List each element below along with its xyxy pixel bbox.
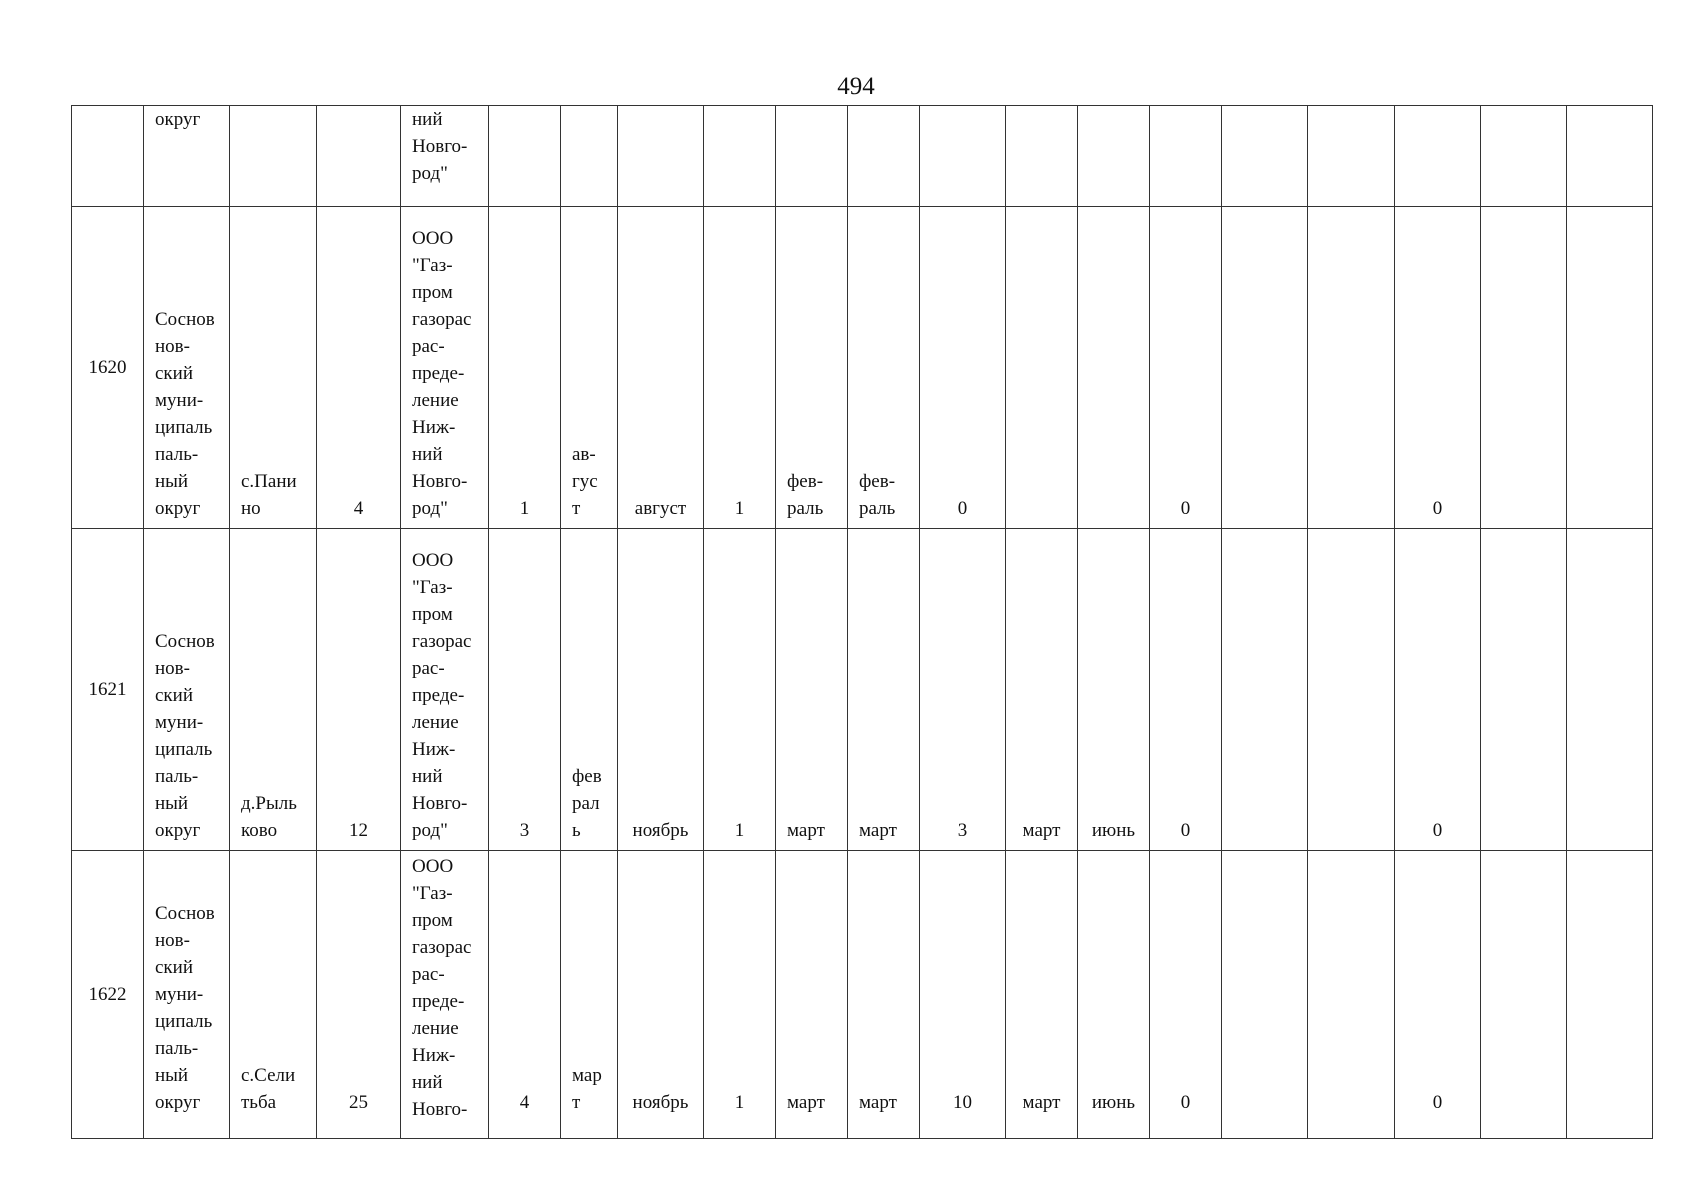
cell-c19 [1481, 207, 1567, 529]
cell-c16 [1222, 106, 1308, 207]
cell-c18 [1395, 106, 1481, 207]
cell-organization: ООО "Газ- пром газорас рас- преде- ление Ниж- ний Новго- [401, 851, 489, 1139]
cell-organization: ООО "Газ- пром газорас рас- преде- ление Ниж- ний Новго- род" [401, 529, 489, 851]
table-row [72, 106, 1653, 207]
cell-c20 [1567, 529, 1653, 851]
cell-c13: март [1006, 851, 1078, 1139]
cell-c10 [776, 106, 848, 207]
cell-c9 [704, 106, 776, 207]
cell-c14: июнь [1078, 851, 1150, 1139]
cell-c14 [1078, 106, 1150, 207]
cell-no [72, 106, 144, 207]
cell-c13 [1006, 207, 1078, 529]
cell-c17 [1308, 529, 1395, 851]
cell-c15: 0 [1150, 851, 1222, 1139]
cell-c14 [1078, 207, 1150, 529]
cell-c14: июнь [1078, 529, 1150, 851]
cell-district: Соснов нов- ский муни- ципаль паль- ный округ [144, 529, 230, 851]
cell-c11: фев- раль [848, 207, 920, 529]
cell-c19 [1481, 106, 1567, 207]
cell-c20 [1567, 851, 1653, 1139]
cell-c19 [1481, 529, 1567, 851]
cell-c12 [920, 106, 1006, 207]
cell-count: 25 [317, 851, 401, 1139]
cell-c9: 1 [704, 851, 776, 1139]
cell-c7: ав- гус т [561, 207, 618, 529]
cell-c15: 0 [1150, 207, 1222, 529]
cell-c17 [1308, 106, 1395, 207]
cell-c18: 0 [1395, 207, 1481, 529]
cell-c11: март [848, 529, 920, 851]
cell-c6: 4 [489, 851, 561, 1139]
cell-c18: 0 [1395, 851, 1481, 1139]
cell-c16 [1222, 851, 1308, 1139]
cell-c9: 1 [704, 529, 776, 851]
cell-c15: 0 [1150, 529, 1222, 851]
cell-c8 [618, 106, 704, 207]
cell-settlement [230, 106, 317, 207]
cell-no: 1622 [72, 851, 144, 1139]
cell-settlement: с.Сели тьба [230, 851, 317, 1139]
cell-district: округ [144, 106, 230, 207]
cell-c19 [1481, 851, 1567, 1139]
cell-c8: ноябрь [618, 851, 704, 1139]
cell-c6: 3 [489, 529, 561, 851]
cell-c10: март [776, 851, 848, 1139]
cell-c7: фев рал ь [561, 529, 618, 851]
register-table [71, 105, 1653, 1139]
cell-c6: 1 [489, 207, 561, 529]
cell-c13 [1006, 106, 1078, 207]
cell-c7 [561, 106, 618, 207]
cell-c8: ноябрь [618, 529, 704, 851]
cell-c7: мар т [561, 851, 618, 1139]
cell-count: 4 [317, 207, 401, 529]
cell-no: 1621 [72, 529, 144, 851]
cell-c8: август [618, 207, 704, 529]
cell-c10: март [776, 529, 848, 851]
cell-c18: 0 [1395, 529, 1481, 851]
cell-c9: 1 [704, 207, 776, 529]
cell-c11: март [848, 851, 920, 1139]
cell-settlement: д.Рыль ково [230, 529, 317, 851]
cell-count [317, 106, 401, 207]
cell-c10: фев- раль [776, 207, 848, 529]
cell-district: Соснов нов- ский муни- ципаль паль- ный округ [144, 851, 230, 1139]
cell-c15 [1150, 106, 1222, 207]
cell-c11 [848, 106, 920, 207]
table-row [72, 851, 1653, 1139]
cell-district: Соснов нов- ский муни- ципаль паль- ный округ [144, 207, 230, 529]
cell-c20 [1567, 207, 1653, 529]
cell-no: 1620 [72, 207, 144, 529]
cell-c13: март [1006, 529, 1078, 851]
cell-c6 [489, 106, 561, 207]
table-row [72, 207, 1653, 529]
cell-settlement: с.Пани но [230, 207, 317, 529]
cell-c20 [1567, 106, 1653, 207]
cell-c16 [1222, 207, 1308, 529]
cell-c16 [1222, 529, 1308, 851]
page-number: 494 [837, 73, 875, 100]
cell-c12: 0 [920, 207, 1006, 529]
cell-count: 12 [317, 529, 401, 851]
cell-c12: 3 [920, 529, 1006, 851]
cell-organization: ний Новго- род" [401, 106, 489, 207]
table-row [72, 529, 1653, 851]
cell-organization: ООО "Газ- пром газорас рас- преде- ление Ниж- ний Новго- род" [401, 207, 489, 529]
cell-c17 [1308, 851, 1395, 1139]
cell-c12: 10 [920, 851, 1006, 1139]
cell-c17 [1308, 207, 1395, 529]
